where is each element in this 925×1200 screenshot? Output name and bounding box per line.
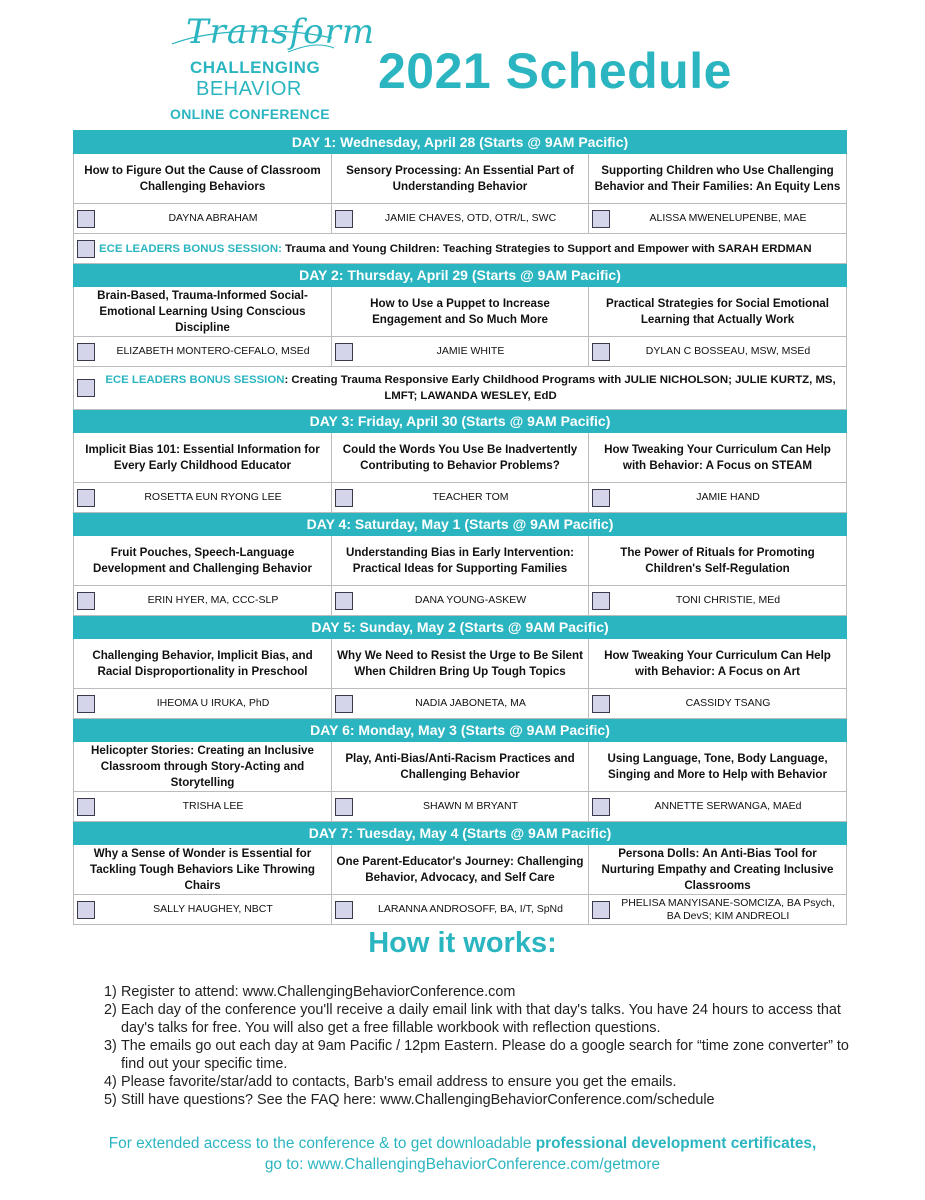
speaker-wrap [332,204,588,233]
session-speaker-cell [74,792,332,822]
session-speaker-cell [74,895,332,925]
session-title: Understanding Bias in Early Intervention: Practical Ideas for Supporting Families [332,536,589,586]
session-checkbox[interactable] [335,901,353,919]
footer-note [0,1133,925,1175]
item-number: 3) [104,1038,117,1054]
session-speaker-cell [74,483,332,513]
session-title-row [74,433,847,483]
session-speaker-cell [332,204,589,234]
session-checkbox[interactable] [77,343,95,361]
session-title-row [74,154,847,204]
how-it-works-item [104,983,864,1001]
session-speaker-cell [332,483,589,513]
how-it-works-title: How it works: [368,927,557,959]
speaker-name: CASSIDY TSANG [685,697,771,709]
how-it-works-list [104,983,864,1109]
session-title: Why We Need to Resist the Urge to Be Silent When Children Bring Up Tough Topics [332,639,589,689]
speaker-wrap [74,689,331,718]
schedule-table [73,130,847,925]
speaker-name: SHAWN M BRYANT [423,800,518,812]
speaker-wrap [332,337,588,366]
session-checkbox[interactable] [335,798,353,816]
speaker-name: SALLY HAUGHEY, NBCT [153,903,273,915]
bonus-session-text [95,372,846,404]
session-speaker-cell [332,895,589,925]
session-speaker-cell [589,689,847,719]
session-speaker-row [74,586,847,616]
day-header: DAY 1: Wednesday, April 28 (Starts @ 9AM Pacific) [74,131,847,154]
speaker-name: LARANNA ANDROSOFF, BA, I/T, SpNd [378,903,563,915]
item-number: 1) [104,984,117,1000]
item-number: 5) [104,1092,117,1108]
speaker-name: TRISHA LEE [182,800,244,812]
footer-line-1 [0,1133,925,1154]
session-checkbox[interactable] [335,210,353,228]
item-text: Please favorite/star/add to contacts, Barb's email address to ensure you get the emails. [121,1074,677,1090]
session-title-row [74,639,847,689]
session-speaker-cell [589,204,847,234]
bonus-session-row [74,367,847,410]
session-speaker-cell [74,586,332,616]
item-text: The emails go out each day at 9am Pacific / 12pm Eastern. Please do a google search for “time zone converter” to find out your specific time. [121,1038,849,1072]
session-speaker-cell [589,895,847,925]
session-checkbox[interactable] [592,695,610,713]
bonus-checkbox[interactable] [77,240,95,258]
session-checkbox[interactable] [592,798,610,816]
session-speaker-cell [589,792,847,822]
session-title: Sensory Processing: An Essential Part of Understanding Behavior [332,154,589,204]
speaker-name: ROSETTA EUN RYONG LEE [144,491,282,503]
speaker-wrap [589,337,846,366]
session-speaker-cell [332,337,589,367]
bonus-label: ECE LEADERS BONUS SESSION: [99,242,282,255]
session-checkbox[interactable] [592,489,610,507]
session-speaker-cell [332,586,589,616]
session-checkbox[interactable] [77,798,95,816]
day-header-row [74,131,847,154]
session-checkbox[interactable] [335,489,353,507]
speaker-name: ALISSA MWENELUPENBE, MAE [649,212,807,224]
speaker-wrap [589,895,846,924]
session-title: The Power of Rituals for Promoting Children's Self-Regulation [589,536,847,586]
day-header: DAY 3: Friday, April 30 (Starts @ 9AM Pacific) [74,410,847,433]
speaker-wrap [332,689,588,718]
item-number: 4) [104,1074,117,1090]
session-speaker-row [74,204,847,234]
session-title: Could the Words You Use Be Inadvertently Contributing to Behavior Problems? [332,433,589,483]
speaker-name: JAMIE HAND [696,491,760,503]
session-speaker-cell [332,792,589,822]
session-checkbox[interactable] [592,901,610,919]
session-speaker-cell [74,204,332,234]
day-header-row [74,719,847,742]
speaker-wrap [74,337,331,366]
session-title: Supporting Children who Use Challenging Behavior and Their Families: An Equity Lens [589,154,847,204]
session-checkbox[interactable] [77,489,95,507]
session-speaker-row [74,337,847,367]
session-title: Why a Sense of Wonder is Essential for Tackling Tough Behaviors Like Throwing Chairs [74,845,332,895]
footer-line-2[interactable]: go to: www.ChallengingBehaviorConference.com/getmore [264,1156,661,1173]
bonus-session-row [74,234,847,264]
item-text: Register to attend: www.ChallengingBehaviorConference.com [121,984,516,1000]
speaker-name: DYLAN C BOSSEAU, MSW, MSEd [645,345,811,357]
how-it-works-item [104,1037,864,1073]
speaker-wrap [74,483,331,512]
session-title-row [74,845,847,895]
session-checkbox[interactable] [335,695,353,713]
logo-line-behavior: BEHAVIOR [196,78,302,100]
session-checkbox[interactable] [335,592,353,610]
session-title: Challenging Behavior, Implicit Bias, and Racial Disproportionality in Preschool [74,639,332,689]
conference-logo [168,12,376,122]
session-speaker-cell [332,689,589,719]
session-title: Fruit Pouches, Speech-Language Development and Challenging Behavior [74,536,332,586]
item-text: Each day of the conference you'll receive a daily email link with that day's talks. You have 24 hours to access that day's talks for free. You will also get a free fillable workbook with reflection questions. [121,1002,841,1036]
session-checkbox[interactable] [77,592,95,610]
day-header-row [74,822,847,845]
session-speaker-cell [589,337,847,367]
day-header: DAY 4: Saturday, May 1 (Starts @ 9AM Pacific) [74,513,847,536]
session-checkbox[interactable] [77,210,95,228]
how-it-works-item [104,1001,864,1037]
session-speaker-cell [74,337,332,367]
speaker-name: JAMIE WHITE [436,345,505,357]
speaker-name: JAMIE CHAVES, OTD, OTR/L, SWC [384,212,557,224]
speaker-wrap [589,586,846,615]
speaker-name: DANA YOUNG-ASKEW [414,594,527,606]
session-title: How Tweaking Your Curriculum Can Help with Behavior: A Focus on Art [589,639,847,689]
session-title: Brain-Based, Trauma-Informed Social-Emotional Learning Using Conscious Discipline [74,287,332,337]
speaker-wrap [74,895,331,924]
speaker-wrap [589,204,846,233]
speaker-wrap [74,204,331,233]
day-header: DAY 7: Tuesday, May 4 (Starts @ 9AM Pacific) [74,822,847,845]
session-speaker-row [74,483,847,513]
speaker-wrap [74,792,331,821]
day-header: DAY 6: Monday, May 3 (Starts @ 9AM Pacific) [74,719,847,742]
session-title-row [74,536,847,586]
session-speaker-cell [589,586,847,616]
bonus-label: ECE LEADERS BONUS SESSION [105,374,285,386]
day-header-row [74,410,847,433]
bonus-session-cell [74,234,847,264]
session-speaker-row [74,689,847,719]
logo-line-challenging: CHALLENGING [190,58,321,77]
bonus-session-text [95,241,846,257]
bonus-description: Trauma and Young Children: Teaching Strategies to Support and Empower with SARAH ERDMAN [281,242,812,255]
speaker-wrap [589,792,846,821]
speaker-name: ERIN HYER, MA, CCC-SLP [147,594,279,606]
session-title-row [74,742,847,792]
session-title: Play, Anti-Bias/Anti-Racism Practices and Challenging Behavior [332,742,589,792]
session-speaker-row [74,895,847,925]
session-speaker-cell [74,689,332,719]
session-checkbox[interactable] [77,695,95,713]
bonus-checkbox[interactable] [77,379,95,397]
day-header: DAY 2: Thursday, April 29 (Starts @ 9AM Pacific) [74,264,847,287]
session-checkbox[interactable] [335,343,353,361]
session-title-row [74,287,847,337]
item-text: Still have questions? See the FAQ here: www.ChallengingBehaviorConference.com/schedule [121,1092,715,1108]
speaker-name: DAYNA ABRAHAM [168,212,258,224]
session-title: Practical Strategies for Social Emotional Learning that Actually Work [589,287,847,337]
speaker-wrap [589,483,846,512]
bonus-description: : Creating Trauma Responsive Early Childhood Programs with JULIE NICHOLSON; JULIE KURTZ, MS, LMFT; LAWANDA WESLEY, EdD [284,374,836,402]
bonus-wrap [74,367,846,409]
session-title: How to Use a Puppet to Increase Engagement and So Much More [332,287,589,337]
speaker-wrap [332,895,588,924]
speaker-name: PHELISA MANYISANE-SOMCIZA, BA Psych, BA DevS; KIM ANDREOLI [621,896,835,922]
session-title: Implicit Bias 101: Essential Information for Every Early Childhood Educator [74,433,332,483]
speaker-wrap [589,689,846,718]
session-checkbox[interactable] [592,592,610,610]
speaker-name: NADIA JABONETA, MA [415,697,526,709]
speaker-wrap [74,586,331,615]
speaker-name: ANNETTE SERWANGA, MAEd [654,800,802,812]
footer-prefix: For extended access to the conference & to get downloadable [108,1135,536,1152]
session-checkbox[interactable] [592,210,610,228]
speaker-name: TEACHER TOM [432,491,509,503]
session-checkbox[interactable] [592,343,610,361]
session-title: Using Language, Tone, Body Language, Singing and More to Help with Behavior [589,742,847,792]
how-it-works-item [104,1091,864,1109]
speaker-name: ELIZABETH MONTERO-CEFALO, MSEd [116,345,310,357]
session-title: Persona Dolls: An Anti-Bias Tool for Nurturing Empathy and Creating Inclusive Classrooms [589,845,847,895]
speaker-wrap [332,792,588,821]
speaker-name: TONI CHRISTIE, MEd [675,594,781,606]
day-header: DAY 5: Sunday, May 2 (Starts @ 9AM Pacific) [74,616,847,639]
session-speaker-row [74,792,847,822]
bonus-wrap [74,234,846,263]
session-title: Helicopter Stories: Creating an Inclusive Classroom through Story-Acting and Storytelling [74,742,332,792]
item-number: 2) [104,1002,117,1018]
speaker-wrap [332,483,588,512]
session-title: How to Figure Out the Cause of Classroom Challenging Behaviors [74,154,332,204]
session-title: One Parent-Educator's Journey: Challenging Behavior, Advocacy, and Self Care [332,845,589,895]
day-header-row [74,264,847,287]
bonus-session-cell [74,367,847,410]
page-title: 2021 Schedule [378,43,732,99]
day-header-row [74,513,847,536]
speaker-wrap [332,586,588,615]
session-speaker-cell [589,483,847,513]
footer-bold: professional development certificates, [535,1135,817,1152]
logo-line-online-conference: ONLINE CONFERENCE [170,106,330,122]
logo-script-text: Transform [186,12,376,52]
speaker-name: IHEOMA U IRUKA, PhD [156,697,270,709]
how-it-works-item [104,1073,864,1091]
session-title: How Tweaking Your Curriculum Can Help with Behavior: A Focus on STEAM [589,433,847,483]
session-checkbox[interactable] [77,901,95,919]
day-header-row [74,616,847,639]
